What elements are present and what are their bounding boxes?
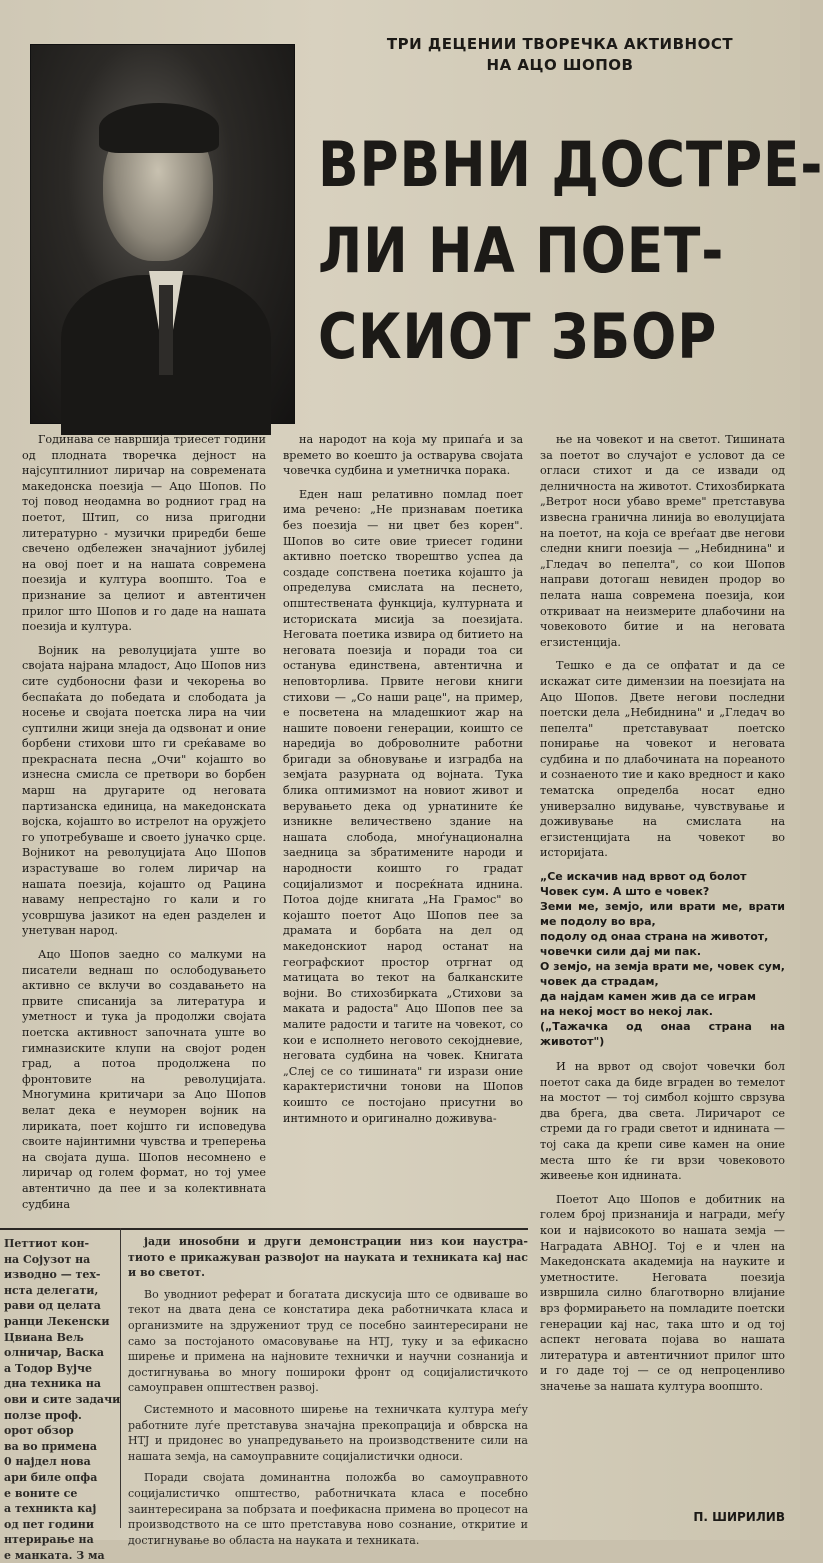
paragraph: Еден наш релативно помлад поет има речено: „Не признавам поетика без поезија — ни цвет без корен". Шопов во сите овие триесет години активно поетско творештво успеа да создаде сопствена поетика којашто ја определува смислата на песнето, општествената функција, културната и историската мисија за поезијата. Неговата поетика извира од битието на неговата поезија и поради тоа си останува единствена, автентична и неповторлива. Првите негови книги стихови — „Со наши раце", на пример, е посветена на младешкиот жар на нашите повоени генерации, коишто се наредија во доброволните работни бригади за обновување и изградба на земјата разурната од војната. Тука блика оптимизмот на новиот живот и верувањето дека од урнатините ќе изникне величествено здание на нашата слобода, мноѓунационална заедница за збратимените народи и народности коишто го градат социјализмот и посреќната иднина. Потоа дојде книгата „На Грамос" во којашто поетот Ацо Шопов пее за драмата и борбата на дел од македонскиот народ останат на географскиот простор отргнат од матицата во текот на балканските војни. Во стихозбирката „Стихови за маката и радоста" Ацо Шопов пее за малите радости и тагите на човекот, со кои е исполнето неговото секојдневие, неговата судбина на човек. Книгата „Слеј се со тишината" ги изрази оние карактеристични тонови на Шопов коишто се постојано присутни во интимното и оригинално доживува- [283,487,523,1125]
article-column-3 [540,432,785,1403]
paragraph: Годинава се навршија триесет години од плодната творечка дејност на најсуптилниот лиричар на современата македонска поезија — Ацо Шопов. По тој повод неодамна во родниот град на поетот, Штип, со низа пригодни литературно - музички приредби беше свечено одбележен значајниот јубилеј на овој поет и на нашата современа поезија и култура воопшто. Тоа е признание за целиот и автентичен прилог што Шопов и го даде на нашата поезија и култура. [22,433,266,634]
poem-quote [540,869,785,1049]
article-column-2 [283,432,523,1134]
fragment-line: ползе проф. [4,1408,82,1422]
paragraph: Поради својата доминантна положба во самоуправното социјалистичко општество, работничката класа е посебно заинтересирана за побрзата и поефикасна примена во процесот на производството на се што претставува ново сознание, откритие и достигнување во областа на науката и техниката. [128,1471,528,1547]
section-divider [0,1228,528,1230]
adjacent-article-column [128,1234,528,1554]
paragraph: Во уводниот реферат и богатата дискусија што се одвиваше во текот на двата дена се констатира дека работничката класа и организмите на здружениот труд се посебно заинтересирани не само за постојаното омасовување на НТЈ, туку и за ефикасно ширење и примена на најновите технички и научни сознанија и достигнувања во многу пошироки фронт од социјалистичкото самоуправен општествен развој. [128,1287,528,1395]
fragment-line: олничар, Васка [4,1346,105,1360]
poem-source: („Тажачка од онаа страна на животот") [540,1020,785,1049]
paragraph: И на врвот од својот човечки бол поетот сака да биде вграден во темелот на мостот — тој симбол којшто сврзува два брега, два света. Лиричарот се стреми да го гради светот и иднината — тој сака да крепи сиве камен на оние места што ќе ги врзи човековото живеење кон иднината. [540,1060,785,1183]
fragment-line: е манката. З ма [4,1548,105,1562]
fragment-line: ва во примена [4,1439,98,1453]
author-byline: П. ШИРИЛИВ [693,1510,785,1524]
fragment-line: Петтиот кон- [4,1237,90,1250]
column-divider [120,1228,121,1528]
paragraph: јади иноѕобни и други демонстрации низ кои наустра-тиото е прикажуван развојот на науката и техниката кај нас и во светот. [128,1235,528,1280]
paragraph: Системното и масовното ширење на техничката култура меѓу работните луѓе претставува значајна прекопрација и обврска на НТЈ и придонес во унапредувањето на производствените сили на нашата земја, на самоуправните социјалистички односи. [128,1402,528,1463]
fragment-line: на Сојузот на [4,1252,91,1266]
poem-line: Земи ме, земјо, или врати ме, врати ме подолу во вра, [540,900,785,929]
poem-line: Човек сум. А што е човек? [540,885,710,899]
poem-line: подолу од онаа страна на животот, [540,930,769,944]
kicker-line: НА АЦО ШОПОВ [486,56,634,74]
article-kicker [340,34,780,76]
poem-line: „Се искачив над врвот од болот [540,870,747,884]
fragment-line: ари биле опфа [4,1470,98,1484]
paragraph: Тешко е да се опфатат и да се искажат сите димензии на поезијата на Ацо Шопов. Двете негови последни поетски дела „Небиднина" и „Гледач во пепелта" претставуваат поетско понирање на човекот и неговата судбина и по длабочината на пореаното и сознаеното тие и како вредност и како тематска определба носат едно универзално видување, чувствување и доживување на смислата на егзистенцијата на човекот во историјата. [540,659,785,860]
poet-portrait-photo [30,44,295,424]
paragraph: Поетот Ацо Шопов е добитник на голем број признанија и награди, меѓу кои и највисокото во нашата земја — Наградата АВНОЈ. Тој е и член на Македонската академија на науките и уметностите. Неговата поезија извршила силно благотворно влијание врз формирањето на помладите поетски генерации кај нас, така што и од тој аспект неговата појава во нашата литература и автентичниот прилог што и го даде тој — се од непроценливо значење за нашата култура воопшто. [540,1192,785,1393]
article-column-1 [22,432,266,1220]
fragment-line: рави од целата [4,1299,101,1313]
poem-line: човечки сили дај ми пак. [540,945,702,959]
fragment-line: од пет години [4,1517,94,1531]
paragraph: Војник на револуцијата уште во својата најрана младост, Ацо Шопов низ сите судбоносни фази и чекорења во беспаќата до победата и слободата ја носење и својата поетска лира на чии суптилни жици знеја да одѕвонат и оние борбени стихови што ги среќаваме во прекрасната песна „Очи" којашто во изнесна смисла се претвори во борбен марш на другарите од неговата партизанска единица, на македонската војска, којашто во истрелот на оружјето го употребуваше и своето јуначко срце. Војникот на револуцијата Ацо Шопов израстуваше во голем лиричар на нашата поезија, којашто од Рацина наваму непрестајно го кали и го усовршува јазикот на еден разделен и унетуван народ. [22,643,266,938]
paragraph: на народот на која му припаѓа и за времето во коешто ја остварува својата човечка судбина и уметничка порака. [283,433,523,478]
fragment-line: нста делегати, [4,1283,99,1297]
adjacent-article-fragment [4,1236,121,1563]
fragment-line: а техникта кај [4,1502,97,1516]
poem-line: О земјо, на земја врати ме, човек сум, човек да страдам, [540,960,785,989]
fragment-line: ранци Лекенски [4,1314,110,1328]
paragraph: Ацо Шопов заедно со малкуми на писатели веднаш по ослободувањето активно се вклучи во создавањето на првите списанија за литература и уметност и тука ја продолжи својата поетска активност започната уште во гимназиските клупи на својот роден град, а потоа продолжена по фронтовите на револуцијата. Многумина критичари за Ацо Шопов велат дека е неуморен војник на лириката, поет којшто ги исповедува своите најинтимни чувства и треперења на својата душа. Шопов несомнено е лиричар од голем формат, но тој умее автентично да пее и за колективната судбина [22,948,266,1211]
fragment-line: нтерирање на [4,1533,94,1547]
fragment-line: Цвиана Вељ [4,1330,84,1344]
fragment-line: орот обзор [4,1424,74,1438]
fragment-line: дна техника на [4,1377,102,1391]
fragment-line: изводно — тех- [4,1268,101,1282]
fragment-line: 0 најдел нова [4,1455,91,1469]
poem-line: на некој мост во некој лак. [540,1005,713,1019]
article-headline: ВРВНИ ДОСТРЕ- ЛИ НА ПОЕТ- СКИОТ ЗБОР [318,128,823,373]
paragraph: ње на човекот и на светот. Тишината за поетот во случајот е условот да се огласи стихот и да се извади од делничноста на животот. Стихозбирката „Ветрот носи убаво време" претставува извесна гранична линија во еволуцијата на поетот, на која се вреѓаат две негови следни книги поезија — „Небиднина" и „Гледач во пепелта", со кои Шопов направи дотогаш невиден продор во пелата наша современа поезија, кои откриваат на неизмерите длабочини на човековото битие и на неговата егзистенција. [540,433,785,649]
fragment-line: е воните се [4,1486,78,1500]
fragment-line: а Тодор Вујче [4,1361,93,1375]
fragment-line: ови и сите задачи [4,1392,121,1406]
kicker-line: ТРИ ДЕЦЕНИИ ТВОРЕЧКА АКТИВНОСТ [386,35,734,53]
poem-line: да најдам камен жив да се играм [540,990,756,1004]
